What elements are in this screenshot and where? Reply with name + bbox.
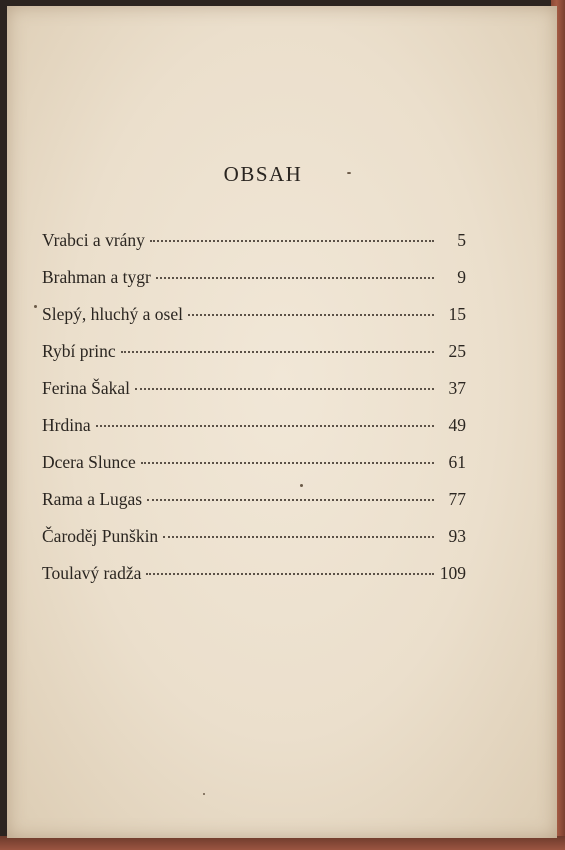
toc-entry-title: Brahman a tygr	[42, 267, 151, 287]
page-title: OBSAH	[223, 162, 303, 186]
toc-entry-page: 25	[448, 341, 466, 361]
toc-entry-title: Vrabci a vrány	[42, 230, 145, 250]
toc-entry-title: Dcera Slunce	[42, 452, 136, 472]
toc-entry	[42, 341, 466, 378]
toc-entry	[42, 267, 466, 304]
dot-leader	[96, 425, 434, 427]
table-of-contents	[42, 230, 466, 600]
toc-entry-page: 77	[448, 489, 466, 509]
toc-entry	[42, 304, 466, 341]
toc-entry-page: 9	[457, 267, 466, 287]
toc-entry-page: 109	[439, 563, 466, 583]
toc-entry-page: 61	[448, 452, 466, 472]
toc-entry-title: Slepý, hluchý a osel	[42, 304, 183, 324]
dot-leader	[146, 573, 433, 575]
toc-entry	[42, 230, 466, 267]
toc-entry-title: Hrdina	[42, 415, 91, 435]
toc-entry	[42, 489, 466, 526]
toc-entry-title: Rama a Lugas	[42, 489, 143, 509]
toc-entry-page: 5	[457, 230, 466, 250]
paper-speck	[34, 305, 37, 308]
toc-entry	[42, 526, 466, 563]
dot-leader	[156, 277, 434, 279]
dot-leader	[135, 388, 434, 390]
toc-entry	[42, 378, 466, 415]
toc-entry-page: 93	[448, 526, 466, 546]
dot-leader	[188, 314, 434, 316]
toc-entry-title: Čaroděj Punškin	[42, 526, 159, 546]
dot-leader	[150, 240, 434, 242]
toc-entry-page: 37	[448, 378, 466, 398]
dot-leader	[147, 499, 434, 501]
toc-entry-title: Rybí princ	[42, 341, 116, 361]
toc-entry-title: Ferina Šakal	[42, 378, 130, 398]
toc-entry	[42, 452, 466, 489]
dot-leader	[163, 536, 434, 538]
dot-leader	[121, 351, 434, 353]
book-page	[7, 6, 557, 838]
toc-entry	[42, 563, 466, 600]
book-bottom-edge	[0, 836, 565, 850]
toc-entry-page: 49	[448, 415, 466, 435]
toc-entry-title: Toulavý radža	[42, 563, 142, 583]
paper-speck	[203, 793, 205, 795]
dot-leader	[141, 462, 434, 464]
toc-entry	[42, 415, 466, 452]
toc-entry-page: 15	[448, 304, 466, 324]
